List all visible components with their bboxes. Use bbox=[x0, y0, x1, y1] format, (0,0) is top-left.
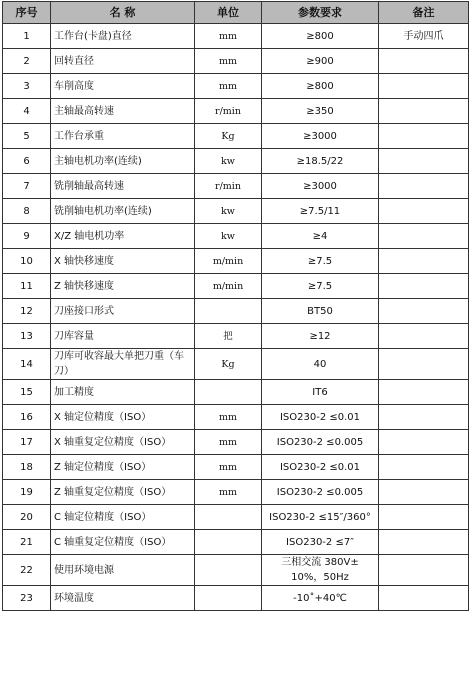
table-row bbox=[3, 149, 469, 174]
row-requirement: ≥900 bbox=[262, 49, 379, 74]
row-number: 16 bbox=[3, 405, 51, 430]
row-note bbox=[379, 74, 469, 99]
row-unit: kw bbox=[195, 149, 262, 174]
row-note bbox=[379, 99, 469, 124]
row-requirement: BT50 bbox=[262, 299, 379, 324]
row-requirement: ISO230-2 ≤0.01 bbox=[262, 455, 379, 480]
header-row bbox=[3, 2, 469, 24]
row-requirement: ≥800 bbox=[262, 24, 379, 49]
row-unit: mm bbox=[195, 405, 262, 430]
row-number: 2 bbox=[3, 49, 51, 74]
row-name: 使用环境电源 bbox=[51, 555, 195, 586]
row-unit: kw bbox=[195, 224, 262, 249]
table-row bbox=[3, 505, 469, 530]
row-name: 刀库容量 bbox=[51, 324, 195, 349]
row-name: X 轴定位精度（ISO） bbox=[51, 405, 195, 430]
row-number: 14 bbox=[3, 349, 51, 380]
row-requirement: ≥350 bbox=[262, 99, 379, 124]
row-number: 3 bbox=[3, 74, 51, 99]
row-number: 7 bbox=[3, 174, 51, 199]
table-row bbox=[3, 380, 469, 405]
row-requirement: ≥800 bbox=[262, 74, 379, 99]
table-row bbox=[3, 174, 469, 199]
row-note bbox=[379, 149, 469, 174]
row-unit: mm bbox=[195, 24, 262, 49]
header-requirement: 参数要求 bbox=[262, 2, 379, 24]
row-requirement: IT6 bbox=[262, 380, 379, 405]
table-row bbox=[3, 405, 469, 430]
row-name: Z 轴定位精度（ISO） bbox=[51, 455, 195, 480]
row-note bbox=[379, 299, 469, 324]
row-number: 13 bbox=[3, 324, 51, 349]
row-number: 20 bbox=[3, 505, 51, 530]
row-number: 19 bbox=[3, 480, 51, 505]
row-note bbox=[379, 555, 469, 586]
row-number: 8 bbox=[3, 199, 51, 224]
row-requirement: ≥4 bbox=[262, 224, 379, 249]
row-requirement: ≥12 bbox=[262, 324, 379, 349]
header-unit: 单位 bbox=[195, 2, 262, 24]
row-name: 回转直径 bbox=[51, 49, 195, 74]
table-row bbox=[3, 324, 469, 349]
table-row bbox=[3, 555, 469, 586]
row-unit: m/min bbox=[195, 249, 262, 274]
table-row bbox=[3, 74, 469, 99]
row-name: 车削高度 bbox=[51, 74, 195, 99]
table-row bbox=[3, 349, 469, 380]
row-note bbox=[379, 380, 469, 405]
row-requirement: ISO230-2 ≤0.01 bbox=[262, 405, 379, 430]
row-unit: r/min bbox=[195, 174, 262, 199]
table-row bbox=[3, 99, 469, 124]
row-name: 铣削轴电机功率(连续) bbox=[51, 199, 195, 224]
row-unit: mm bbox=[195, 480, 262, 505]
row-number: 18 bbox=[3, 455, 51, 480]
row-requirement: -10˚+40℃ bbox=[262, 586, 379, 611]
header-note: 备注 bbox=[379, 2, 469, 24]
row-note bbox=[379, 249, 469, 274]
row-requirement: ≥3000 bbox=[262, 124, 379, 149]
row-number: 9 bbox=[3, 224, 51, 249]
row-number: 17 bbox=[3, 430, 51, 455]
row-name: 工作台承重 bbox=[51, 124, 195, 149]
row-note bbox=[379, 274, 469, 299]
row-name: C 轴定位精度（ISO） bbox=[51, 505, 195, 530]
row-requirement: ≥18.5/22 bbox=[262, 149, 379, 174]
row-note bbox=[379, 124, 469, 149]
row-requirement: ISO230-2 ≤0.005 bbox=[262, 480, 379, 505]
row-requirement: ISO230-2 ≤15″/360° bbox=[262, 505, 379, 530]
row-unit bbox=[195, 380, 262, 405]
row-note bbox=[379, 505, 469, 530]
row-unit: Kg bbox=[195, 124, 262, 149]
row-number: 6 bbox=[3, 149, 51, 174]
row-note bbox=[379, 349, 469, 380]
row-requirement: ≥3000 bbox=[262, 174, 379, 199]
row-name: X/Z 轴电机功率 bbox=[51, 224, 195, 249]
row-unit bbox=[195, 299, 262, 324]
row-note bbox=[379, 480, 469, 505]
row-unit: Kg bbox=[195, 349, 262, 380]
row-note bbox=[379, 199, 469, 224]
row-number: 5 bbox=[3, 124, 51, 149]
row-note bbox=[379, 530, 469, 555]
row-number: 21 bbox=[3, 530, 51, 555]
row-unit bbox=[195, 555, 262, 586]
table-row bbox=[3, 586, 469, 611]
row-note bbox=[379, 405, 469, 430]
row-name: Z 轴快移速度 bbox=[51, 274, 195, 299]
row-name: 刀库可收容最大单把刀重（车刀） bbox=[51, 349, 195, 380]
table-row bbox=[3, 455, 469, 480]
row-name: 加工精度 bbox=[51, 380, 195, 405]
row-name: X 轴快移速度 bbox=[51, 249, 195, 274]
table-row bbox=[3, 274, 469, 299]
row-requirement: 40 bbox=[262, 349, 379, 380]
row-name: Z 轴重复定位精度（ISO） bbox=[51, 480, 195, 505]
table-row bbox=[3, 199, 469, 224]
row-requirement: ISO230-2 ≤7″ bbox=[262, 530, 379, 555]
header-name: 名 称 bbox=[51, 2, 195, 24]
row-unit: r/min bbox=[195, 99, 262, 124]
row-number: 15 bbox=[3, 380, 51, 405]
row-name: C 轴重复定位精度（ISO） bbox=[51, 530, 195, 555]
table-body bbox=[3, 24, 469, 611]
row-requirement: ≥7.5 bbox=[262, 249, 379, 274]
row-name: 环境温度 bbox=[51, 586, 195, 611]
table-row bbox=[3, 530, 469, 555]
row-unit: kw bbox=[195, 199, 262, 224]
table-row bbox=[3, 24, 469, 49]
row-name: 铣削轴最高转速 bbox=[51, 174, 195, 199]
row-note: 手动四爪 bbox=[379, 24, 469, 49]
row-number: 23 bbox=[3, 586, 51, 611]
row-number: 1 bbox=[3, 24, 51, 49]
row-number: 12 bbox=[3, 299, 51, 324]
row-requirement: ≥7.5 bbox=[262, 274, 379, 299]
row-note bbox=[379, 586, 469, 611]
table-row bbox=[3, 224, 469, 249]
row-note bbox=[379, 224, 469, 249]
row-unit bbox=[195, 530, 262, 555]
row-unit: mm bbox=[195, 455, 262, 480]
header-no: 序号 bbox=[3, 2, 51, 24]
row-number: 11 bbox=[3, 274, 51, 299]
spec-table bbox=[2, 1, 469, 611]
row-unit: mm bbox=[195, 74, 262, 99]
row-note bbox=[379, 455, 469, 480]
row-unit: mm bbox=[195, 49, 262, 74]
table-row bbox=[3, 480, 469, 505]
row-note bbox=[379, 49, 469, 74]
row-requirement: ISO230-2 ≤0.005 bbox=[262, 430, 379, 455]
row-note bbox=[379, 324, 469, 349]
row-name: 主轴最高转速 bbox=[51, 99, 195, 124]
row-name: 工作台(卡盘)直径 bbox=[51, 24, 195, 49]
row-unit: m/min bbox=[195, 274, 262, 299]
row-name: 刀座接口形式 bbox=[51, 299, 195, 324]
row-number: 10 bbox=[3, 249, 51, 274]
row-number: 22 bbox=[3, 555, 51, 586]
row-unit: 把 bbox=[195, 324, 262, 349]
row-requirement: ≥7.5/11 bbox=[262, 199, 379, 224]
table-row bbox=[3, 430, 469, 455]
row-name: X 轴重复定位精度（ISO） bbox=[51, 430, 195, 455]
row-note bbox=[379, 174, 469, 199]
row-unit bbox=[195, 505, 262, 530]
row-name: 主轴电机功率(连续) bbox=[51, 149, 195, 174]
row-unit: mm bbox=[195, 430, 262, 455]
table-row bbox=[3, 124, 469, 149]
row-note bbox=[379, 430, 469, 455]
table-row bbox=[3, 249, 469, 274]
table-row bbox=[3, 299, 469, 324]
table-row bbox=[3, 49, 469, 74]
row-number: 4 bbox=[3, 99, 51, 124]
row-unit bbox=[195, 586, 262, 611]
row-requirement: 三相交流 380V± 10%，50Hz bbox=[262, 555, 379, 586]
